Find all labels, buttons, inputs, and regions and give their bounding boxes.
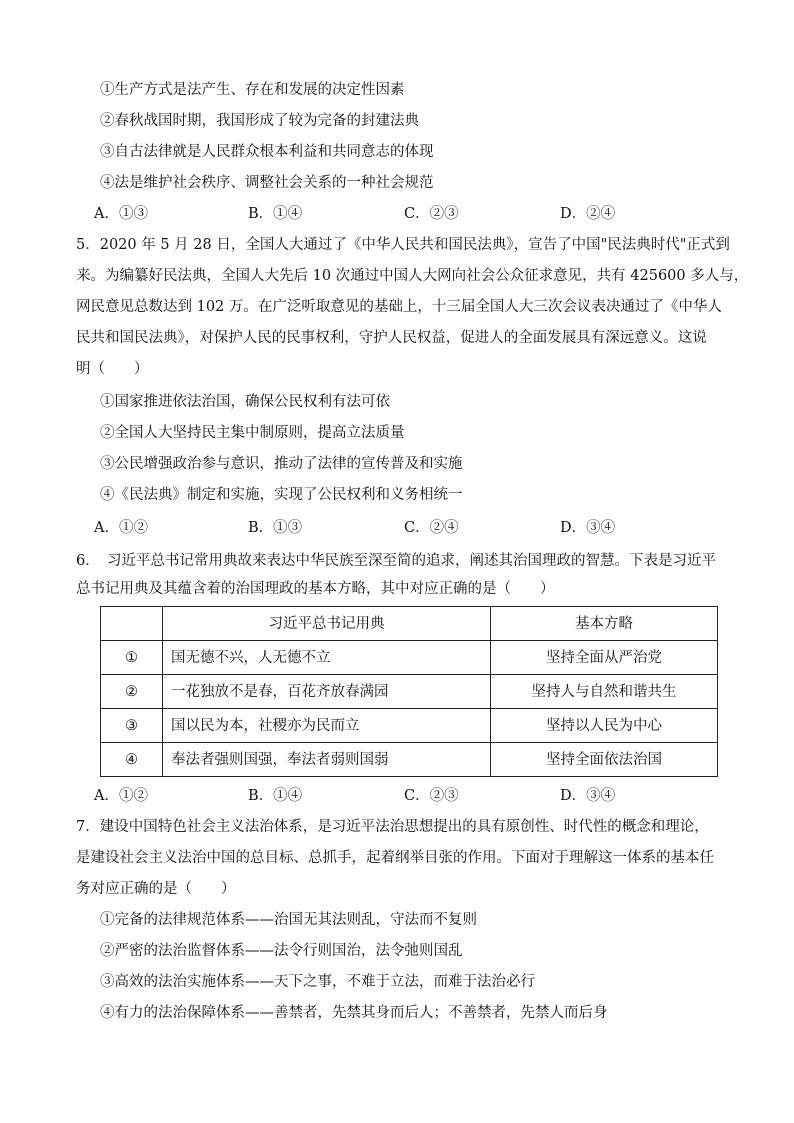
q5-option-b: B．①③ bbox=[248, 520, 303, 536]
table-cell-strategy: 坚持以人民为中心 bbox=[491, 709, 718, 743]
q5-stem-line-2: 来。为编纂好民法典，全国人大先后 10 次通过中国人大网向社会公众征求意见，共有 425600 多人与， bbox=[76, 268, 749, 284]
table-header-quote: 习近平总书记用典 bbox=[163, 607, 491, 641]
q7-statement-3: ③高效的法治实施体系——天下之事，不难于立法，而难于法治必行 bbox=[100, 974, 535, 990]
q6-option-a: A．①② bbox=[94, 788, 148, 804]
q4-option-b: B．①④ bbox=[248, 206, 303, 222]
q6-option-d: D．③④ bbox=[560, 788, 616, 804]
q5-statement-3: ③公民增强政治参与意识，推动了法律的宣传普及和实施 bbox=[100, 456, 463, 472]
table-cell-index: ② bbox=[101, 675, 163, 709]
q5-option-d: D．③④ bbox=[560, 520, 616, 536]
q7-stem-line-3: 务对应正确的是（ ） bbox=[76, 881, 236, 897]
q5-stem-line-3: 网民意见总数达到 102 万。在广泛听取意见的基础上，十三届全国人大三次会议表决通过了《中华人 bbox=[76, 299, 722, 315]
q5-statement-2: ②全国人大坚持民主集中制原则，提高立法质量 bbox=[100, 425, 405, 441]
table-header-index bbox=[101, 607, 163, 641]
q5-option-c: C．②④ bbox=[404, 520, 459, 536]
q5-option-a: A．①② bbox=[94, 520, 148, 536]
q4-statement-4: ④法是维护社会秩序、调整社会关系的一种社会规范 bbox=[100, 175, 434, 191]
q7-stem-line-1: 7．建设中国特色社会主义法治体系，是习近平法治思想提出的具有原创性、时代性的概念和理论， bbox=[76, 819, 709, 835]
q5-statement-4: ④《民法典》制定和实施，实现了公民权利和义务相统一 bbox=[100, 487, 463, 503]
q6-stem-line-1: 6． 习近平总书记常用典故来表达中华民族至深至简的追求，阐述其治国理政的智慧。下表是习近平 bbox=[76, 553, 716, 569]
table-cell-index: ③ bbox=[101, 709, 163, 743]
q7-statement-4: ④有力的法治保障体系——善禁者，先禁其身而后人；不善禁者，先禁人而后身 bbox=[100, 1005, 608, 1021]
table-cell-strategy: 坚持全面依法治国 bbox=[491, 743, 718, 777]
q5-stem-line-4: 民共和国民法典》，对保护人民的民事权利，守护人民权益，促进人的全面发展具有深远意义。这说 bbox=[76, 330, 707, 346]
q6-table bbox=[100, 606, 718, 777]
table-row bbox=[101, 709, 718, 743]
table-header-strategy: 基本方略 bbox=[491, 607, 718, 641]
table-cell-strategy: 坚持全面从严治党 bbox=[491, 641, 718, 675]
q4-option-a: A．①③ bbox=[94, 206, 148, 222]
table-cell-strategy: 坚持人与自然和谐共生 bbox=[491, 675, 718, 709]
q6-option-c: C．②③ bbox=[404, 788, 459, 804]
q4-statement-3: ③自古法律就是人民群众根本利益和共同意志的体现 bbox=[100, 144, 434, 160]
q6-stem-line-2: 总书记用典及其蕴含着的治国理政的基本方略，其中对应正确的是（ ） bbox=[76, 581, 555, 597]
q5-stem-line-5: 明（ ） bbox=[76, 361, 149, 377]
q6-option-b: B．①④ bbox=[248, 788, 303, 804]
q4-option-d: D．②④ bbox=[560, 206, 616, 222]
table-row bbox=[101, 675, 718, 709]
q4-option-c: C．②③ bbox=[404, 206, 459, 222]
table-cell-quote: 奉法者强则国强，奉法者弱则国弱 bbox=[163, 743, 491, 777]
table-row bbox=[101, 743, 718, 777]
q7-statement-2: ②严密的法治监督体系——法令行则国治，法令弛则国乱 bbox=[100, 943, 463, 959]
table-cell-quote: 国无德不兴，人无德不立 bbox=[163, 641, 491, 675]
table-header-row bbox=[101, 607, 718, 641]
table-row bbox=[101, 641, 718, 675]
table-cell-quote: 一花独放不是春，百花齐放春满园 bbox=[163, 675, 491, 709]
table-cell-index: ④ bbox=[101, 743, 163, 777]
table-cell-index: ① bbox=[101, 641, 163, 675]
q4-statement-1: ①生产方式是法产生、存在和发展的决定性因素 bbox=[100, 82, 405, 98]
q5-stem-line-1: 5．2020 年 5 月 28 日，全国人大通过了《中华人民共和国民法典》，宣告了中国"民法典时代"正式到 bbox=[76, 237, 730, 253]
table-cell-quote: 国以民为本，社稷亦为民而立 bbox=[163, 709, 491, 743]
q4-statement-2: ②春秋战国时期，我国形成了较为完备的封建法典 bbox=[100, 113, 419, 129]
q5-statement-1: ①国家推进依法治国，确保公民权利有法可依 bbox=[100, 394, 390, 410]
q7-statement-1: ①完备的法律规范体系——治国无其法则乱，守法而不复则 bbox=[100, 912, 477, 928]
q7-stem-line-2: 是建设社会主义法治中国的总目标、总抓手，起着纲举目张的作用。下面对于理解这一体系的基本任 bbox=[76, 850, 714, 866]
